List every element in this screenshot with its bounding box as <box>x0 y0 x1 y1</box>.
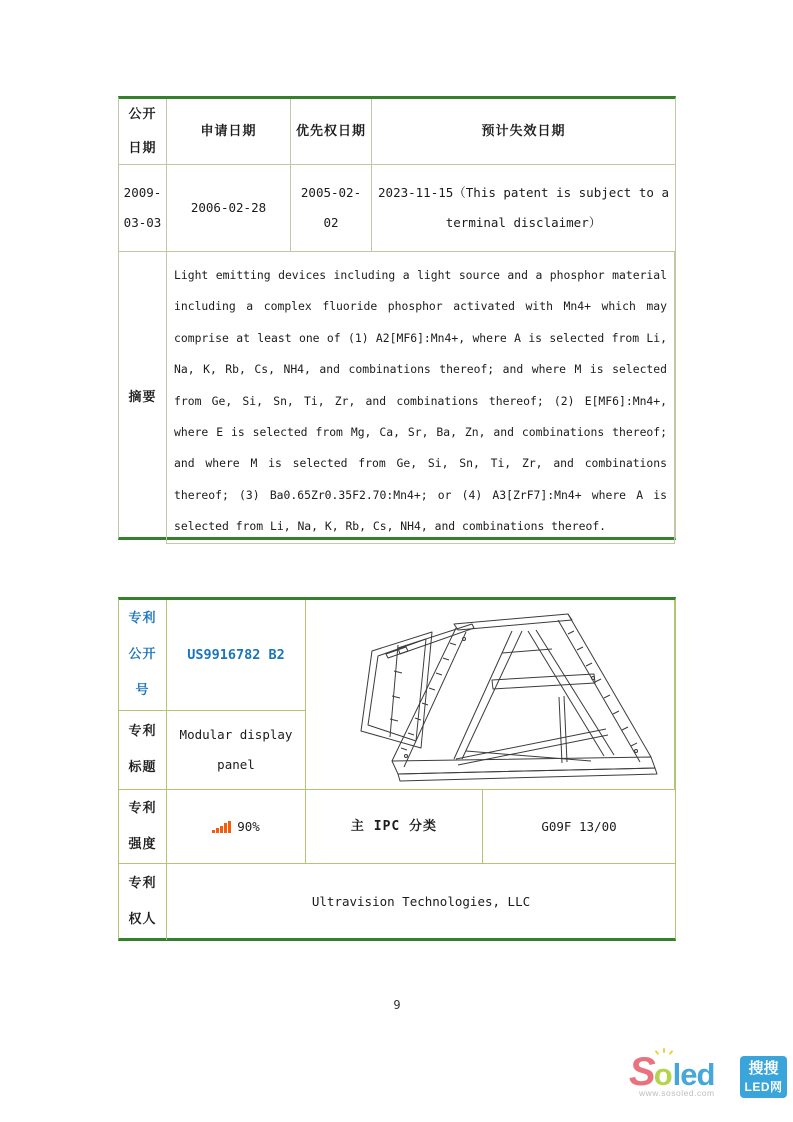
abstract-line: comprise at least one of (1) A2[MF6]:Mn4+, where A is selected from Li, <box>174 330 667 345</box>
patent-strength-value <box>167 790 306 864</box>
abstract-line: Light emitting devices including a light source and a phosphor material <box>174 268 667 282</box>
expire-date-value: 2023-11-15（This patent is subject to a terminal disclaimer） <box>372 165 675 252</box>
abstract-line: where E is selected from Mg, Ca, Sr, Ba, Zn, and combinations thereof; <box>174 425 667 440</box>
abstract-label: 摘要 <box>119 252 167 544</box>
patent-drawing-icon <box>306 601 674 789</box>
patent-title-value: Modular display panel <box>167 711 306 790</box>
header-priority-date: 优先权日期 <box>291 99 372 165</box>
abstract-line: selected from Li, Na, K, Rb, Cs, NH4, and combinations thereof. <box>174 519 607 534</box>
logo-letter-s: S <box>629 1050 654 1094</box>
header-apply-date: 申请日期 <box>167 99 291 165</box>
ipc-class-value: G09F 13/00 <box>483 790 675 864</box>
abstract-text <box>167 252 675 544</box>
publish-date-value: 2009-03-03 <box>119 165 167 252</box>
strength-percent: 90% <box>237 818 260 834</box>
abstract-line: and where M is selected from Ge, Si, Sn, Ti, Zr, and combinations <box>174 456 667 471</box>
patent-info-table <box>118 597 676 941</box>
ray-icon <box>663 1048 665 1053</box>
header-publish-date: 公开日期 <box>119 99 167 165</box>
publication-number-value[interactable]: US9916782 B2 <box>167 600 306 711</box>
logo-badge <box>740 1056 787 1098</box>
assignee-value: Ultravision Technologies, LLC <box>311 894 531 909</box>
logo-website-url[interactable]: www.sosoled.com <box>639 1088 715 1098</box>
badge-led-text: LED网 <box>744 1080 783 1094</box>
logo-letters-led: led <box>672 1057 715 1092</box>
ray-icon <box>668 1050 673 1055</box>
ipc-class-label: 主 IPC 分类 <box>306 790 483 864</box>
abstract-line: Na, K, Rb, Cs, NH4, and combinations thereof; and where M is selected <box>174 362 667 377</box>
logo-bulb-o: o <box>654 1057 673 1092</box>
patent-dates-table <box>118 96 676 540</box>
badge-chinese-text: 搜搜 <box>748 1060 779 1077</box>
abstract-line: including a complex fluoride phosphor activated with Mn4+ which may <box>174 299 667 314</box>
assignee-label: 专利权人 <box>119 864 167 940</box>
signal-strength-icon <box>212 821 232 833</box>
header-expire-date: 预计失效日期 <box>372 99 675 165</box>
ray-icon <box>654 1050 659 1055</box>
patent-title-label: 专利标题 <box>119 711 167 790</box>
apply-date-value: 2006-02-28 <box>167 165 291 252</box>
publication-number-label: 专利公开号 <box>119 600 167 711</box>
abstract-line: from Ge, Si, Sn, Ti, Zr, and combinations thereof; (2) E[MF6]:Mn4+, <box>174 393 667 408</box>
page-number: 9 <box>393 998 401 1012</box>
abstract-line: thereof; (3) Ba0.65Zr0.35F2.70:Mn4+; or (4) A3[ZrF7]:Mn4+ where A is <box>174 487 667 502</box>
sosoled-logo <box>629 1048 787 1108</box>
patent-figure <box>306 600 675 790</box>
priority-date-value: 2005-02-02 <box>291 165 372 252</box>
patent-strength-label: 专利强度 <box>119 790 167 864</box>
